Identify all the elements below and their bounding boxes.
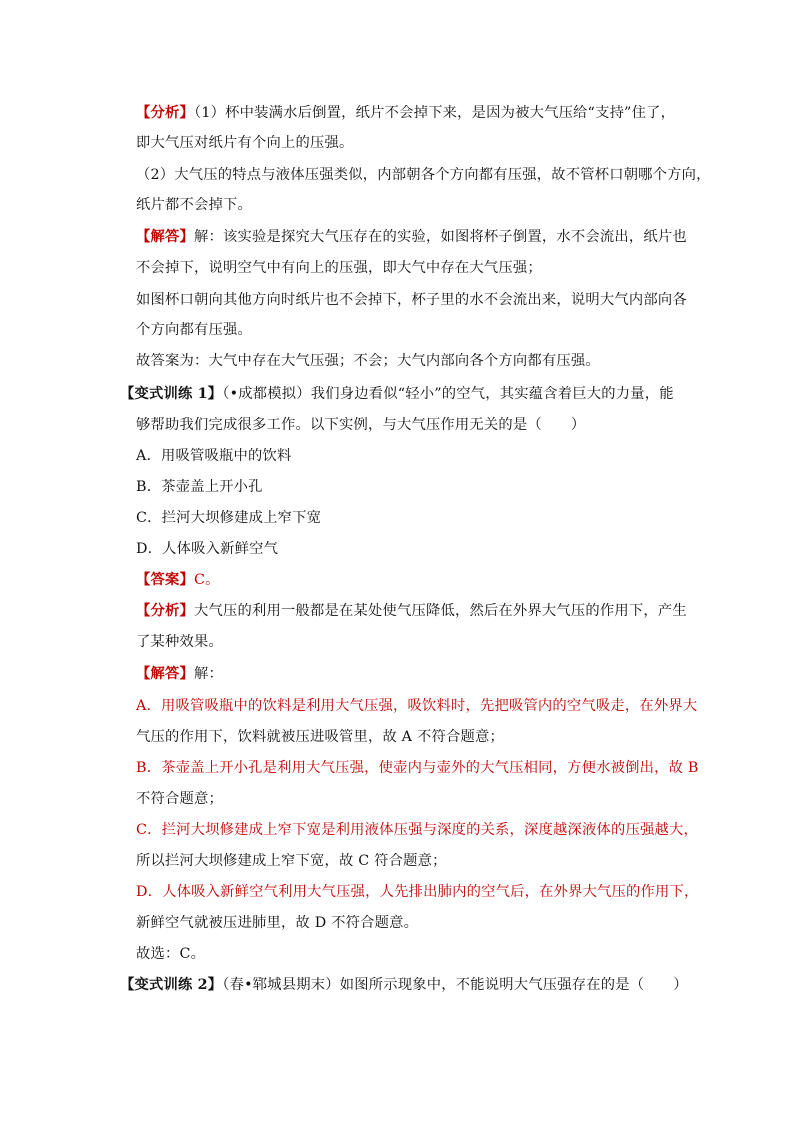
solution-a-line2: 气压的作用下，饮料就被压进吸管里，故 A 不符合题意； (136, 729, 504, 745)
analysis-tag: 【分析】 (136, 105, 194, 121)
solution-b-line2: 不符合题意； (136, 791, 223, 807)
answer-tag: 【解答】 (136, 229, 194, 245)
solution-c-line1: C．拦河大坝修建成上窄下宽是利用液体压强与深度的关系，深度越深液体的压强越大， (136, 822, 699, 838)
solution-d-line2: 新鲜空气就被压进肺里，故 D 不符合题意。 (136, 915, 419, 931)
analysis1-line1: 【分析】（1）杯中装满水后倒置，纸片不会掉下来，是因为被大气压给“支持”住了， (136, 105, 676, 121)
solution-b-line1: B．茶壶盖上开小孔是利用大气压强，使壶内与壶外的大气压相同，方便水被倒出，故 B (136, 760, 699, 776)
option-d: D．人体吸入新鲜空气 (136, 541, 279, 557)
analysis1-line4: 纸片都不会掉下。 (136, 197, 252, 213)
answer1-line2: 不会掉下，说明空气中有向上的压强，即大气中存在大气压强； (136, 260, 542, 276)
option-a: A．用吸管吸瓶中的饮料 (136, 448, 292, 464)
exercise2-tag: 【变式训练 2】 (120, 977, 223, 993)
answer1-line3: 如图杯口朝向其他方向时纸片也不会掉下，杯子里的水不会流出来，说明大气内部向各 (136, 292, 687, 308)
option-c: C．拦河大坝修建成上窄下宽 (136, 510, 322, 526)
analysis-tag: 【分析】 (136, 603, 194, 619)
analysis1-line2: 即大气压对纸片有个向上的压强。 (136, 135, 354, 151)
exercise1-tag: 【变式训练 1】 (120, 386, 223, 402)
exercise1-line1: 【变式训练 1】（•成都模拟）我们身边看似“轻小”的空气，其实蕴含着巨大的力量，能 (120, 386, 674, 402)
solution-d-line1: D．人体吸入新鲜空气利用大气压强，人先排出肺内的空气后，在外界大气压的作用下， (136, 884, 699, 900)
answer1-line4: 个方向都有压强。 (136, 322, 252, 338)
exercise1-analysis-line1: 【分析】大气压的利用一般都是在某处使气压降低，然后在外界大气压的作用下，产生 (136, 603, 687, 619)
solution-a-line1: A．用吸管吸瓶中的饮料是利用大气压强，吸饮料时，先把吸管内的空气吸走，在外界大 (136, 698, 698, 714)
exercise1-analysis-line2: 了某种效果。 (136, 634, 223, 650)
option-b: B．茶壶盖上开小孔 (136, 479, 263, 495)
exercise1-line2: 够帮助我们完成很多工作。以下实例，与大气压作用无关的是（ ） (136, 417, 586, 433)
analysis1-line3: （2）大气压的特点与液体压强类似，内部朝各个方向都有压强，故不管杯口朝哪个方向， (136, 167, 711, 183)
answer1-line1: 【解答】解：该实验是探究大气压存在的实验，如图将杯子倒置，水不会流出，纸片也 (136, 229, 687, 245)
answer1-line5: 故答案为：大气中存在大气压强；不会；大气内部向各个方向都有压强。 (136, 353, 600, 369)
solution-final: 故选：C。 (136, 946, 206, 962)
solution-c-line2: 所以拦河大坝修建成上窄下宽，故 C 符合题意； (136, 853, 447, 869)
solution-tag: 【解答】 (136, 666, 194, 682)
exercise1-answer (136, 570, 220, 590)
answer-tag: 【答案】 (136, 572, 194, 588)
answer-value: C。 (194, 572, 220, 588)
exercise1-solution-head: 【解答】解： (136, 666, 223, 682)
exercise2-line1: 【变式训练 2】（春•郓城县期末）如图所示现象中，不能说明大气压强存在的是（ ） (120, 977, 688, 993)
